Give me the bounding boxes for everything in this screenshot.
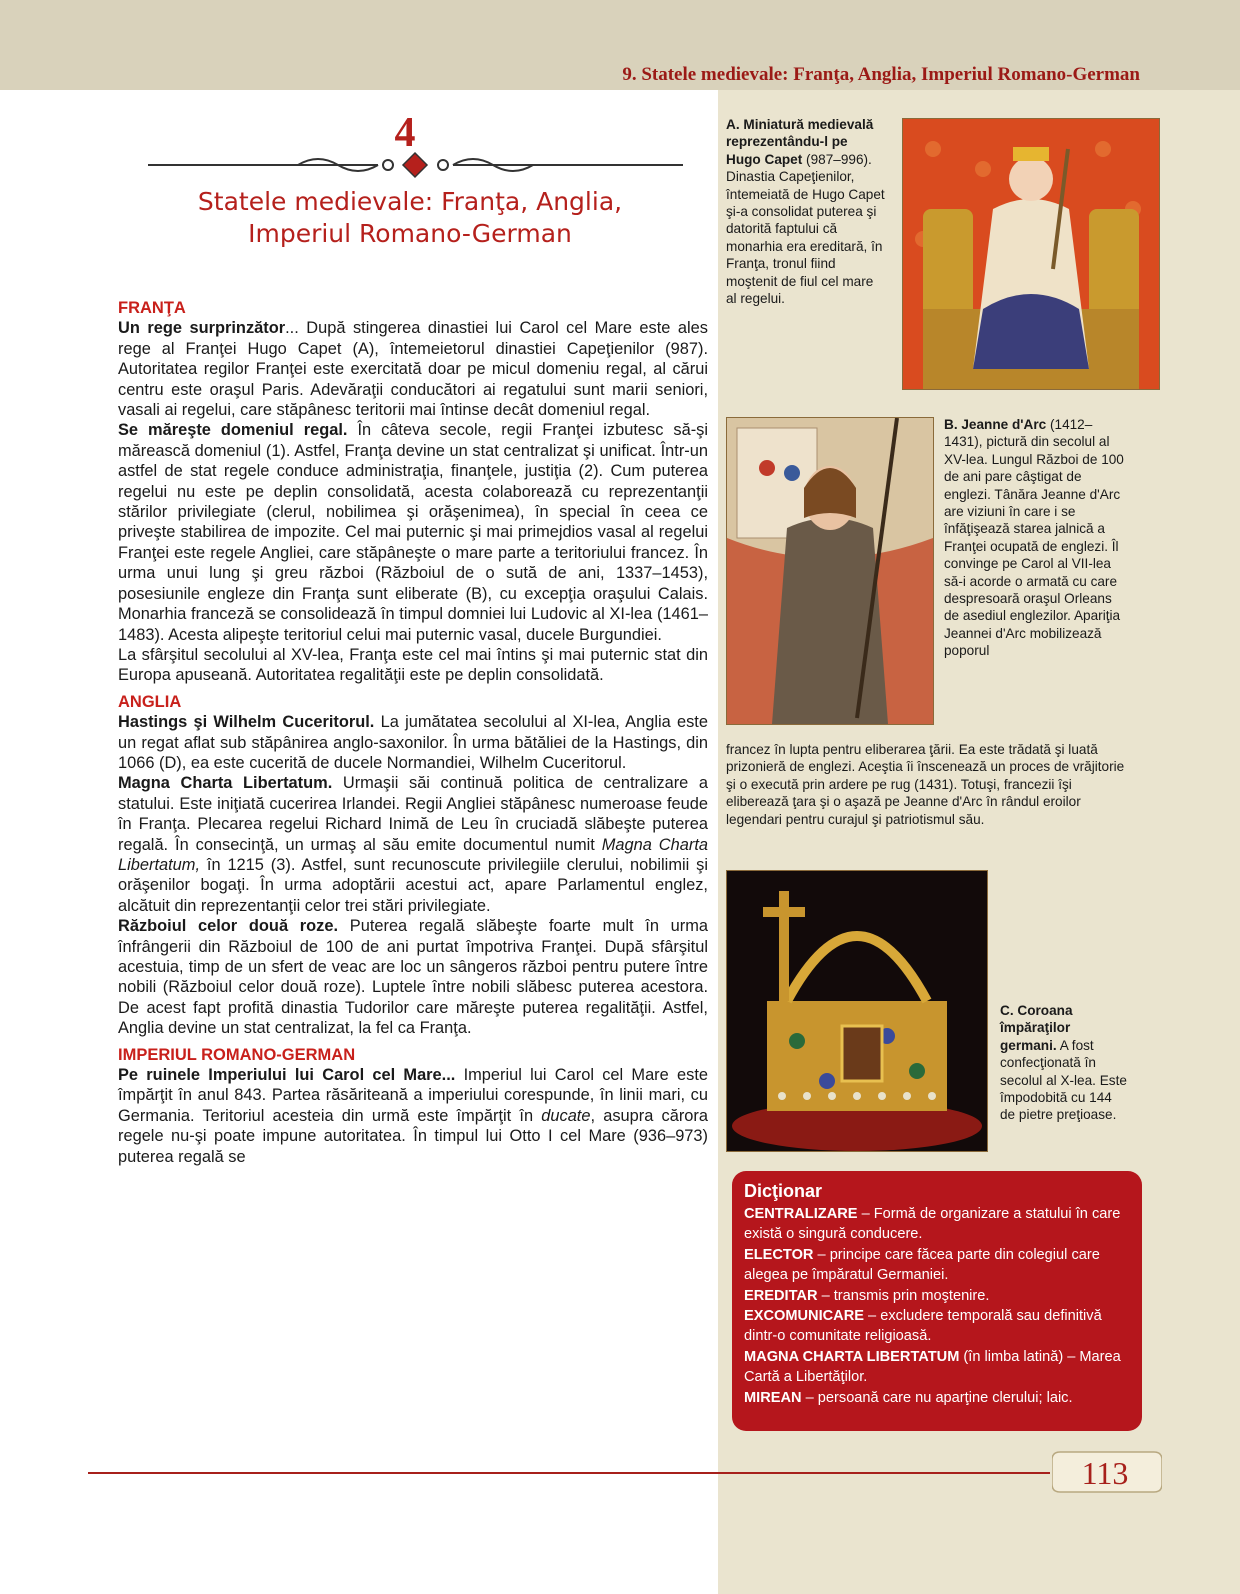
caption-a [726,116,886,307]
dictionary-entry [744,1347,1130,1388]
hugo-capet-miniature-image [902,118,1160,390]
dictionary-definition: – principe care făcea parte din colegiul care alegea pe împăratul Germaniei. [744,1246,1100,1284]
caption-b-text: (1412–1431), pictură din secolul al XV-lea. Lungul Război de 100 de ani pare câştigat de englezi. Tânăra Jeanne d'Arc are viziuni în care i se înfăţişează starea jalnică a Franţei ocupată de englezi. Îl convinge pe Carol al VII-lea să-i acorde o armată cu care despresoară oraşul Orleans de asediul englezilor. Apariţia Jeannei d'Arc mobilizează poporul [944,417,1124,659]
dictionary-term: ELECTOR [744,1246,814,1263]
paragraph [118,318,708,420]
title-ornament [148,150,683,180]
chapter-title-line2: Imperiul Romano-German [248,219,572,248]
section-heading-imperiul: IMPERIUL ROMANO-GERMAN [118,1045,356,1064]
dictionary-definition: – Formă de organizare a statului în care există o singură conducere. [744,1206,1121,1243]
paragraph-italic: Magna Charta Libertatum, [118,835,708,874]
dictionary-term: EXCOMUNICARE [744,1308,864,1325]
caption-a-title: A. Miniatură medievală reprezentându-l pe Hugo Capet [726,117,874,167]
paragraph [118,645,708,686]
imperial-crown-image [726,870,988,1152]
caption-a-text: (987–996). Dinastia Capeţienilor, întemeiată de Hugo Capet şi-a consolidat puterea şi datorită faptului că monarhia era ereditară, în Franţa, tronul fiind moştenit de fiul cel mare al regelui. [726,151,885,307]
paragraph-text: ... După stingerea dinastiei lui Carol cel Mare este ales rege al Franţei Hugo Capet (A), întemeietorul dinastiei Capeţienilor (987). Autoritatea regilor Franţei este exercitată doar pe micul domeniu regal, al cărui centru este oraşul Paris. Adevăraţii conducători ai regatului sunt marii seniori, vasali ai regelui, care stăpânesc teritorii mai întinse decât domeniul regal. [118,319,708,420]
paragraph-text: La sfârşitul secolului al XV-lea, Franţa este cel mai întins şi mai puternic stat din Europa apuseană. Autoritatea regalităţii este pe deplin consolidată. [118,645,708,685]
dictionary-term: MAGNA CHARTA LIBERTATUM [744,1348,960,1365]
paragraph-text: În câteva secole, regii Franţei izbutesc să-şi mărească domeniul (1). Astfel, Franţa devine un stat centralizat şi unificat. Într-un astfel de stat regele conduce administraţia, finanţele, justiţia (2). Cum puterea regelui nu este pe deplin consolidată, acesta colaborează cu reprezentanţii stărilor privilegiate (clerul, nobilimea şi orăşenimea), în special în ceea ce priveşte stabilirea de impozite. Cel mai puternic şi mai primejdios vasal al regelui Franţei este regele Angliei, care stăpâneşte o mare parte a teritoriului francez. În urma unui lung şi greu război (Războiul de o sută de ani, 1337–1453), posesiunile engleze din Franţa sunt eliberate (B), cu excepţia oraşului Calais. Monarhia franceză se consolidează în timpul domniei lui Ludovic al XI-lea (1461–1483). Acesta alipeşte teritoriul celui mai puternic vasal, ducele Burgundiei. [118,421,708,644]
paragraph-text: Urmaşii săi continuă politica de centralizare a statului. Este iniţiată cucerirea Irlandei. Regii Angliei stăpânesc numeroase feude în Franţa. Plecarea regelui Richard Inimă de Leu în cruciadă slăbeşte puterea regală. În consecinţă, un urmaş al său emite documentul numit [118,774,708,854]
paragraph-text: în 1215 (3). Astfel, sunt recunoscute privilegiile clerului, nobilimii şi orăşenilor bogaţi. În urma adoptării acestui act, apare Parlamentul englez, alcătuit din reprezentanţii celor trei stări privilegiate. [118,855,708,915]
caption-b [944,416,1124,660]
dictionary-definition: – excludere temporală sau definitivă dintr-o comunitate religioasă. [744,1308,1102,1345]
paragraph-lead: Un rege surprinzător [118,319,286,338]
paragraph [118,712,708,773]
running-title: 9. Statele medievale: Franţa, Anglia, Imperiul Romano-German [622,64,1140,85]
paragraph [118,420,708,644]
paragraph-text: La jumătatea secolului al XI-lea, Anglia este un regat aflat sub stăpânirea anglo-saxonilor. În urma bătăliei de la Hastings, din 1066 (D), ea este cucerită de ducele Normandiei, Wilhelm Cuceritorul. [118,713,708,772]
dictionary-term: MIREAN [744,1389,802,1406]
paragraph-text: , asupra cărora regele nu-şi poate impune autoritatea. În timpul lui Otto I cel Mare (936–973) puterea regală se [118,1106,708,1166]
footer-rule [88,1472,1050,1474]
paragraph-lead: Pe ruinele Imperiului lui Carol cel Mare... [118,1066,456,1085]
caption-c-text: A fost confecţionată în secolul al X-lea. Este împodobită cu 144 de pietre preţioase. [1000,1037,1127,1123]
dictionary-term: CENTRALIZARE [744,1206,858,1222]
paragraph [118,916,708,1038]
main-text [118,292,708,1167]
caption-b-continued: francez în lupta pentru eliberarea ţării. Ea este trădată şi luată prizonieră de englezi. Aceştia îi înscenează un proces de vrăjitorie şi o execută prin ardere pe rug (1431). Totuşi, francezii îşi eliberează ţara şi o aşază pe Jeanne d'Arc în rândul eroilor legendari pentru curajul şi patriotismul său. [726,742,1125,827]
caption-c-title: C. Coroana împăraţilor germani. [1000,1003,1073,1053]
caption-b-title: B. Jeanne d'Arc [944,417,1047,432]
chapter-title [120,186,700,250]
paragraph-lead: Magna Charta Libertatum. [118,774,333,793]
paragraph [118,1065,708,1167]
section-heading-anglia: ANGLIA [118,692,182,711]
chapter-number: 4 [394,110,416,156]
dictionary-definition: (în limba latină) – Marea Cartă a Libertăţilor. [744,1348,1121,1386]
dictionary-entry [744,1388,1130,1408]
dictionary-term: EREDITAR [744,1287,818,1304]
paragraph-lead: Războiul celor două roze. [118,917,339,936]
paragraph-text: Imperiul lui Carol cel Mare este împărţit în anul 843. Partea răsăriteană a imperiului corespunde, în linii mari, cu Germania. Teritoriul acesteia din urmă este împărţit în [118,1066,708,1125]
paragraph-lead: Hastings şi Wilhelm Cuceritorul. [118,713,375,732]
page-number: 113 [1081,1455,1129,1491]
paragraph [118,773,708,916]
section-heading-franta: FRANŢA [118,299,186,317]
jeanne-darc-painting-image [726,417,934,725]
paragraph-lead: Se măreşte domeniul regal. [118,421,348,440]
dictionary-entry [744,1245,1130,1286]
dictionary-entry [744,1286,1130,1306]
chapter-title-line1: Statele medievale: Franţa, Anglia, [197,187,623,216]
paragraph-italic: ducate [541,1106,591,1125]
dictionary-definition: – transmis prin moştenire. [817,1287,990,1304]
caption-c [1000,1002,1130,1124]
dictionary-definition: – persoană care nu aparţine clerului; laic. [801,1389,1073,1406]
dictionary-entry [744,1204,1130,1245]
dictionary-title: Dicţionar [744,1181,823,1201]
dictionary-entry [744,1306,1130,1347]
dictionary-box [732,1171,1142,1431]
paragraph-text: Puterea regală slăbeşte foarte mult în urma înfrângerii din Războiul de 100 de ani purtat împotriva Franţei. După sfârşitul acestuia, timp de un sfert de veac are loc un sângeros război pentru putere între nobili (Războiul celor două roze). Luptele între nobili slăbesc puterea acestora. De acest fapt profită dinastia Tudorilor care măreşte puterea regalităţii. Astfel, Anglia devine un stat centralizat, la fel ca Franţa. [118,917,708,1038]
